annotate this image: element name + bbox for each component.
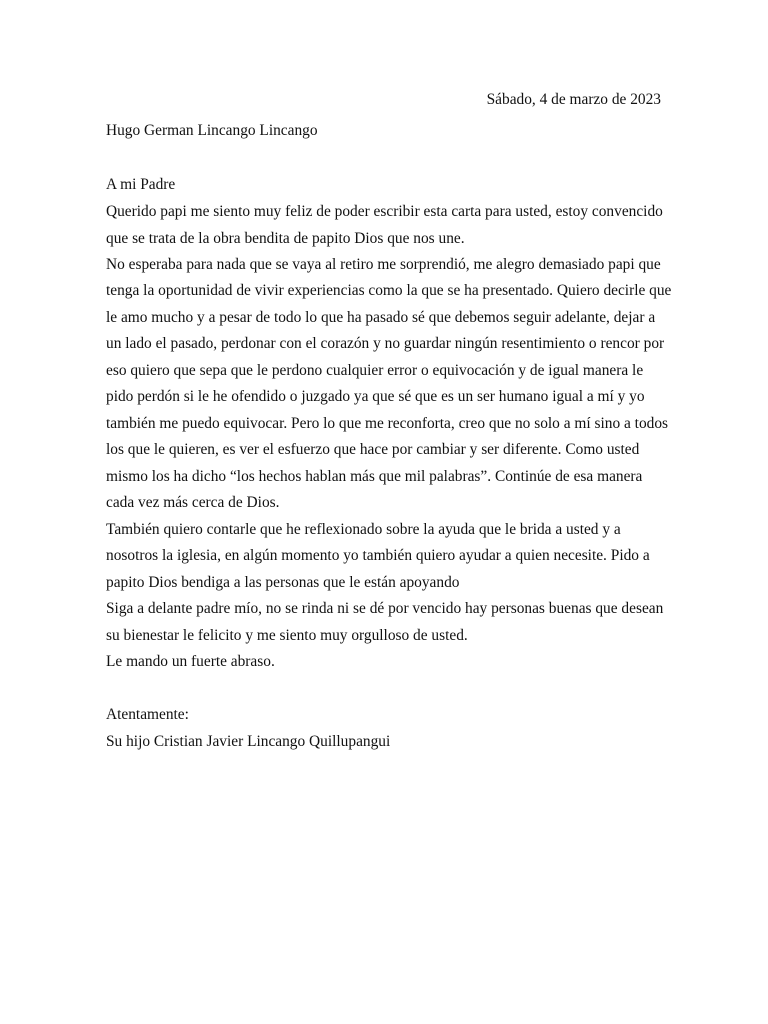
body-line: pido perdón si le he ofendido o juzgado ya que sé que es un ser humano igual a mí y yo <box>106 388 645 405</box>
body-line: Querido papi me siento muy feliz de poder escribir esta carta para usted, estoy convencido <box>106 203 663 220</box>
body-line: Le mando un fuerte abraso. <box>106 653 275 670</box>
body-line: tenga la oportunidad de vivir experiencias como la que se ha presentado. Quiero decirle que <box>106 282 672 299</box>
body-line: eso quiero que sepa que le perdono cualquier error o equivocación y de igual manera le <box>106 362 644 379</box>
body-line: que se trata de la obra bendita de papito Dios que nos une. <box>106 230 465 247</box>
body-line: le amo mucho y a pesar de todo lo que ha pasado sé que debemos seguir adelante, dejar a <box>106 309 656 326</box>
body-line: mismo los ha dicho “los hechos hablan más que mil palabras”. Continúe de esa manera <box>106 468 643 485</box>
body-line: papito Dios bendiga a las personas que le están apoyando <box>106 574 460 591</box>
body-line: también me puedo equivocar. Pero lo que me reconforta, creo que no solo a mí sino a todos <box>106 415 669 432</box>
body-line: No esperaba para nada que se vaya al retiro me sorprendió, me alegro demasiado papi que <box>106 256 661 273</box>
letter-date: Sábado, 4 de marzo de 2023 <box>486 91 661 108</box>
body-line: También quiero contarle que he reflexionado sobre la ayuda que le brida a usted y a <box>106 521 621 538</box>
body-line: su bienestar le felicito y me siento muy orgulloso de usted. <box>106 627 468 644</box>
body-line: cada vez más cerca de Dios. <box>106 494 280 511</box>
body-line: nosotros la iglesia, en algún momento yo también quiero ayudar a quien necesite. Pido a <box>106 547 650 564</box>
body-line: Siga a delante padre mío, no se rinda ni se dé por vencido hay personas buenas que desean <box>106 600 664 617</box>
sender-name: Hugo German Lincango Lincango <box>106 122 318 139</box>
signature: Su hijo Cristian Javier Lincango Quillupangui <box>106 733 391 750</box>
body-line: un lado el pasado, perdonar con el corazón y no guardar ningún resentimiento o rencor por <box>106 335 665 352</box>
salutation: A mi Padre <box>106 176 176 193</box>
closing: Atentamente: <box>106 706 189 723</box>
body-line: los que le quieren, es ver el esfuerzo que hace por cambiar y ser diferente. Como usted <box>106 441 640 458</box>
